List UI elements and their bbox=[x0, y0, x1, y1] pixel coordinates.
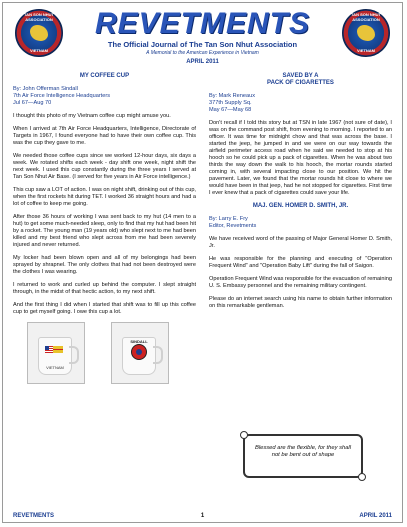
byline-line: By: Larry E. Fry bbox=[209, 216, 248, 222]
mug-icon bbox=[38, 337, 72, 375]
paragraph: Don't recall if I told this story but at TSN in late 1967 (not sure of date), I was on the command post shift, from evening to morning. I reported to an officer. It was time for midnight chow and that was across the base. I started the jeep, he jumped in and we were on our way towards the airfield perimeter access road when he said we needed to stop at his hooch so he could pick up a pack of cigarettes. When he was about two thirds the way down the walk to his hooch, the mortar rounds started coming in, with several impacting close to our position. We hit the pavement. Later, we found that the mortar rounds hit close to where we would have been in that jeep, had he not stopped for cigarettes. First time I ever knew that a pack of cigarettes could save your life. bbox=[209, 120, 392, 196]
paragraph: Please do an internet search using his name to obtain further information on this remarkable gentleman. bbox=[209, 296, 392, 309]
article-heading-coffee-cup: MY COFFEE CUP bbox=[79, 73, 130, 79]
paragraph: I returned to work and curled up behind the computer. I slept straight through, in the midst of that hectic action, to my next shift. bbox=[13, 282, 196, 295]
emblem-icon bbox=[131, 344, 147, 360]
paragraph: My locker had been blown open and all of my belongings had been sprayed by shrapnel. The only clothes that had not been destroyed were the clothes I was wearing. bbox=[13, 255, 196, 275]
paragraph: I thought this photo of my Vietnam coffee cup might amuse you. bbox=[13, 113, 171, 119]
masthead bbox=[71, 9, 334, 65]
seal-right-bottom-text: VIETNAM bbox=[357, 48, 375, 53]
mug-label: VIETNAM bbox=[46, 365, 64, 370]
byline-line: 377th Supply Sq. bbox=[209, 100, 252, 106]
paragraph: When I arrived at 7th Air Force Headquarters, Intelligence, Directorate of Targets in 1967, I found everyone had to have their own coffee cup. This was the cup they gave to me. bbox=[13, 126, 196, 146]
article-heading-cigarettes bbox=[209, 73, 392, 87]
quote-scroll-box bbox=[243, 434, 363, 478]
heading-line: PACK OF CIGARETTES bbox=[267, 80, 334, 86]
paragraph: After those 36 hours of working I was sent back to my hut (14 men to a hut) to get some much-needed sleep, only to find that my hut had been hit by a rocket. The young man (19 years old) who slept next to me had been killed and my best friend who slept across from me had been severely injured and never returned. bbox=[13, 214, 196, 248]
paragraph: Operation Frequent Wind was responsible for the evacuation of remaining U. S. Embassy personnel and the remaining military contingent. bbox=[209, 276, 392, 289]
mug-name-label: SINDALL bbox=[130, 339, 148, 344]
journal-tagline: A Memorial to the American Experience in Vietnam bbox=[146, 50, 259, 56]
issue-date: APRIL 2011 bbox=[186, 59, 219, 65]
left-column bbox=[13, 73, 196, 384]
paragraph: We have received word of the passing of Major General Homer D. Smith, Jr. bbox=[209, 236, 392, 249]
page-number: 1 bbox=[200, 513, 205, 519]
association-seal-right bbox=[342, 9, 390, 57]
byline-line: 7th Air Force Intelligence Headquarters bbox=[13, 93, 111, 99]
paragraph: He was responsible for the planning and executing of "Operation Frequent Wind" and "Operation Baby Lift" during the fall of Saigon. bbox=[209, 256, 392, 269]
paragraph: And the first thing I did when I started that shift was to fill up this coffee cup to get myself going. I owe this cup a lot. bbox=[13, 302, 196, 315]
quote-text: Blessed are the flexible, for they shall not be bent out of shape bbox=[254, 445, 352, 458]
newsletter-page bbox=[2, 2, 403, 523]
seal-left-top-text: TAN SON NHUT ASSOCIATION bbox=[24, 12, 54, 22]
vietnam-flag-icon bbox=[53, 346, 63, 353]
byline-line: May 67—May 68 bbox=[209, 107, 252, 113]
journal-subtitle: The Official Journal of The Tan Son Nhut Association bbox=[107, 40, 298, 49]
journal-title: REVETMENTS bbox=[94, 7, 311, 40]
footer-journal-name: REVETMENTS bbox=[13, 513, 55, 519]
byline-coffee-cup bbox=[13, 86, 196, 107]
mug-photo-name bbox=[111, 322, 169, 384]
coffee-cup-photos bbox=[13, 322, 196, 384]
paragraph: This cup saw a LOT of action. I was on night shift, drinking out of this cup, when the first rockets hit during TET. I worked 36 straight hours and had a lot of coffee to keep me going. bbox=[13, 187, 196, 207]
mug-icon bbox=[122, 337, 156, 375]
footer-date: APRIL 2011 bbox=[359, 513, 392, 519]
byline-line: By: John Offerman Sindall bbox=[13, 86, 78, 92]
dragon-icon bbox=[30, 25, 48, 41]
dragon-icon bbox=[357, 25, 375, 41]
paragraph: We needed those coffee cups since we worked 12-hour days, six days a week. We rotated shifts each week - day shift one week, night shift the next week. I used this cup constantly during the three years I served at Tan Son Nhut Air Base. (I served for five years in Air Force intelligence.) bbox=[13, 153, 196, 180]
byline-homer-smith bbox=[209, 216, 392, 230]
byline-cigarettes bbox=[209, 93, 392, 114]
seal-right-top-text: TAN SON NHUT ASSOCIATION bbox=[351, 12, 381, 22]
right-column bbox=[209, 73, 392, 316]
byline-line: By: Mark Reneaux bbox=[209, 93, 256, 99]
byline-line: Editor, Revetments bbox=[209, 223, 257, 229]
byline-line: Jul 67—Aug 70 bbox=[13, 100, 52, 106]
seal-left-bottom-text: VIETNAM bbox=[30, 48, 48, 53]
association-seal-left bbox=[15, 9, 63, 57]
heading-line: SAVED BY A bbox=[282, 73, 319, 79]
article-heading-homer-smith: MAJ. GEN. HOMER D. SMITH, JR. bbox=[252, 203, 349, 209]
mug-photo-flags bbox=[27, 322, 85, 384]
